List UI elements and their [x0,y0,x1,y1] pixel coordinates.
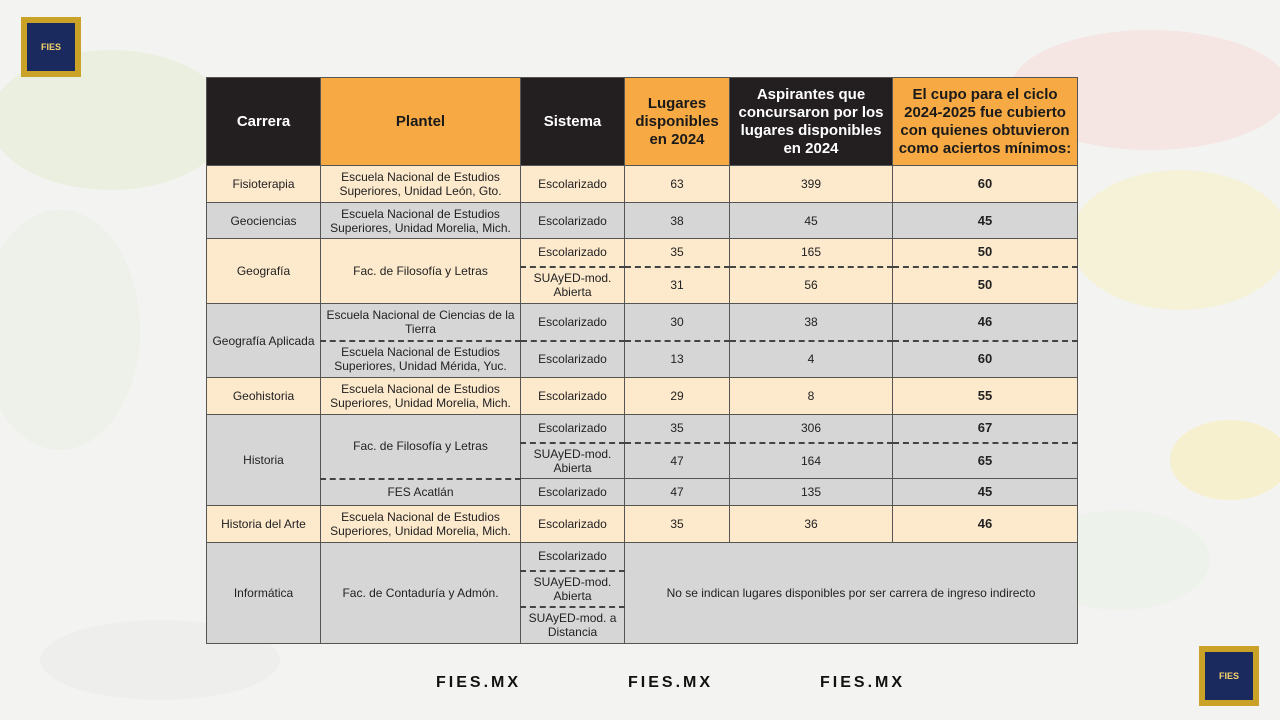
table-row [207,203,1078,239]
fies-logo-text: FIES [1205,652,1253,700]
cell-sistema: SUAyED-mod. Abierta [521,571,625,607]
cell-plantel: FES Acatlán [321,479,521,506]
cell-carrera: Geociencias [207,203,321,239]
cell-carrera: Geografía Aplicada [207,304,321,378]
header-cupo: El cupo para el ciclo 2024-2025 fue cubierto con quienes obtuvieron como aciertos mínimos: [893,78,1078,166]
cell-aciertos: 45 [893,479,1078,506]
cell-sistema: Escolarizado [521,203,625,239]
cell-plantel: Escuela Nacional de Estudios Superiores, Unidad Mérida, Yuc. [321,341,521,378]
cell-aspirantes: 56 [730,267,893,304]
cell-aspirantes: 38 [730,304,893,341]
cell-plantel: Fac. de Contaduría y Admón. [321,543,521,644]
cell-carrera: Informática [207,543,321,644]
cell-aspirantes: 165 [730,239,893,267]
cell-aciertos: 46 [893,506,1078,543]
cell-lugares: 29 [625,378,730,415]
cell-aspirantes: 164 [730,443,893,479]
cell-sistema: Escolarizado [521,543,625,571]
cell-aciertos: 50 [893,239,1078,267]
cell-aciertos: 60 [893,166,1078,203]
cell-lugares: 47 [625,479,730,506]
table-row [207,378,1078,415]
fies-logo-bottom [1199,646,1259,706]
cell-sistema: Escolarizado [521,378,625,415]
footer-watermark: FIES.MX [628,674,714,691]
table-row [207,415,1078,443]
table-row [207,479,1078,506]
cell-sistema: Escolarizado [521,341,625,378]
cell-aciertos: 50 [893,267,1078,304]
cell-plantel: Escuela Nacional de Estudios Superiores, Unidad Morelia, Mich. [321,203,521,239]
cell-carrera: Historia del Arte [207,506,321,543]
cell-carrera: Historia [207,415,321,506]
header-row [207,78,1078,166]
header-carrera: Carrera [207,78,321,166]
cell-sistema: SUAyED-mod. a Distancia [521,607,625,644]
cell-lugares: 35 [625,239,730,267]
table-row [207,166,1078,203]
cell-sistema: SUAyED-mod. Abierta [521,267,625,304]
table-row [207,543,1078,571]
cell-aciertos: 67 [893,415,1078,443]
cell-lugares: 35 [625,415,730,443]
cell-aspirantes: 399 [730,166,893,203]
cell-sistema: Escolarizado [521,506,625,543]
cell-aspirantes: 45 [730,203,893,239]
cell-plantel: Escuela Nacional de Estudios Superiores, Unidad Morelia, Mich. [321,378,521,415]
cell-sistema: Escolarizado [521,415,625,443]
cell-carrera: Geohistoria [207,378,321,415]
cell-lugares: 38 [625,203,730,239]
cell-aciertos: 55 [893,378,1078,415]
cell-lugares: 35 [625,506,730,543]
cell-plantel: Fac. de Filosofía y Letras [321,239,521,304]
cell-carrera: Fisioterapia [207,166,321,203]
cell-plantel: Escuela Nacional de Estudios Superiores, Unidad León, Gto. [321,166,521,203]
fies-logo-top [21,17,81,77]
footer-watermark: FIES.MX [820,674,906,691]
fies-logo-text: FIES [27,23,75,71]
cell-lugares: 30 [625,304,730,341]
cell-aciertos: 46 [893,304,1078,341]
header-lugares: Lugares disponibles en 2024 [625,78,730,166]
table-row [207,239,1078,267]
table-row [207,506,1078,543]
cell-lugares: 13 [625,341,730,378]
table-row [207,304,1078,341]
footer-watermark: FIES.MX [436,674,522,691]
cell-plantel: Escuela Nacional de Estudios Superiores, Unidad Morelia, Mich. [321,506,521,543]
table-row [207,341,1078,378]
cell-plantel: Escuela Nacional de Ciencias de la Tierra [321,304,521,341]
cell-aspirantes: 135 [730,479,893,506]
cell-sistema: Escolarizado [521,479,625,506]
cell-lugares: 31 [625,267,730,304]
cell-aciertos: 65 [893,443,1078,479]
cell-aspirantes: 4 [730,341,893,378]
cell-aspirantes: 8 [730,378,893,415]
cell-carrera: Geografía [207,239,321,304]
cell-aspirantes: 306 [730,415,893,443]
header-aspirantes: Aspirantes que concursaron por los lugares disponibles en 2024 [730,78,893,166]
admission-table [206,77,1077,643]
cell-sistema: Escolarizado [521,304,625,341]
cell-aciertos: 60 [893,341,1078,378]
cell-plantel: Fac. de Filosofía y Letras [321,415,521,479]
cell-sistema: Escolarizado [521,239,625,267]
cell-lugares: 47 [625,443,730,479]
header-plantel: Plantel [321,78,521,166]
cell-aciertos: 45 [893,203,1078,239]
cell-lugares: 63 [625,166,730,203]
header-sistema: Sistema [521,78,625,166]
cell-sistema: SUAyED-mod. Abierta [521,443,625,479]
cell-note: No se indican lugares disponibles por ser carrera de ingreso indirecto [625,543,1078,644]
cell-sistema: Escolarizado [521,166,625,203]
cell-aspirantes: 36 [730,506,893,543]
